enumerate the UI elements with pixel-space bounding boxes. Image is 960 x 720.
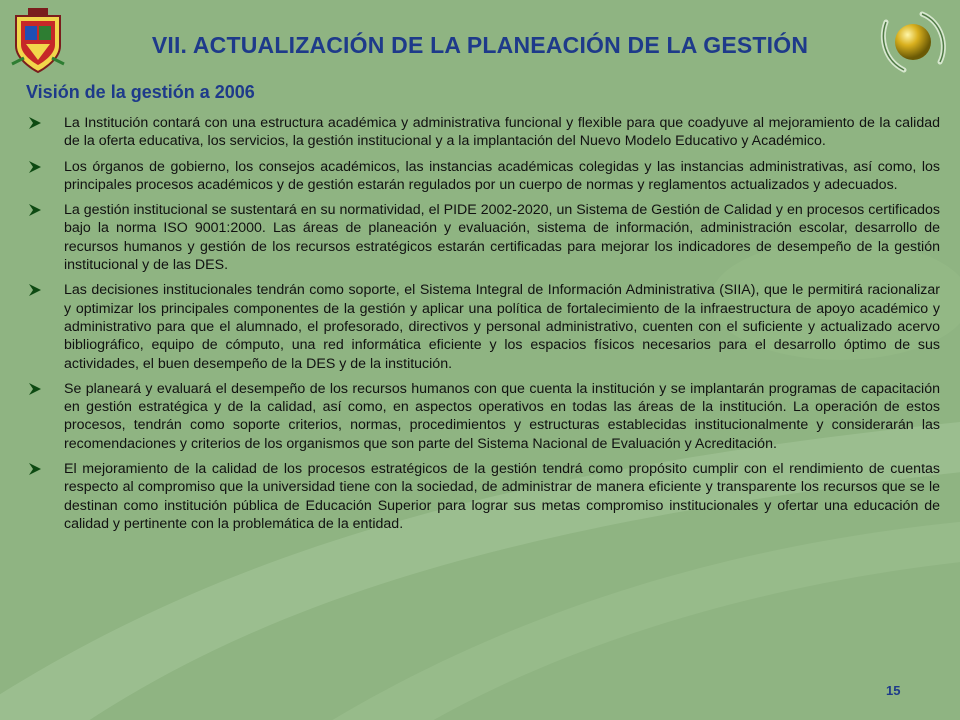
arrow-bullet-icon [28, 380, 64, 396]
bullet-item [28, 201, 940, 274]
bullet-item [28, 158, 940, 195]
bullet-text: Se planeará y evaluará el desempeño de los recursos humanos con que cuenta la institución y se implantarán programas de capacitación en gestión estratégica y de la calidad, así como, en aspectos operativos en todas las áreas de la institución. La operación de estos procesos, tendrán como soporte criterios, normas, procedimientos y estructuras establecidas institucionalmente y considerarán las recomendaciones y criterios de los organismos que son parte del Sistema Nacional de Evaluación y Acreditación. [64, 380, 940, 452]
page-title: VII. ACTUALIZACIÓN DE LA PLANEACIÓN DE LA GESTIÓN [151, 32, 809, 58]
arrow-bullet-icon [28, 281, 64, 297]
bullet-text: La Institución contará con una estructura académica y administrativa funcional y flexible para que coadyuve al mejoramiento de la calidad de la oferta educativa, los servicios, la gestión institucional y a la implantación del Nuevo Modelo Educativo y Académico. [64, 115, 940, 150]
bullet-item [28, 281, 940, 372]
arrow-bullet-icon [28, 114, 64, 130]
bullet-item [28, 460, 940, 533]
bullet-text: Las decisiones institucionales tendrán como soporte, el Sistema Integral de Información Administrativa (SIIA), que le permitirá racionalizar y optimizar los principales componentes de la gestión y aplicar una política de fortalecimiento de la infraestructura de apoyo académico y administrativo para que el alumnado, el profesorado, directivos y personal administrativo, cuenten con el suficiente y actualizado acervo bibliográfico, equipo de cómputo, una red informática eficiente y los espacios físicos necesarios para el desarrollo óptimo de sus actividades, el buen desempeño de la DES y de la institución. [64, 282, 940, 372]
arrow-bullet-icon [28, 460, 64, 476]
page-number: 15 [886, 683, 901, 698]
gold-sphere-icon [872, 4, 954, 82]
bullet-item [28, 114, 940, 151]
bullet-list [28, 114, 940, 540]
bullet-item [28, 380, 940, 453]
bullet-text: El mejoramiento de la calidad de los procesos estratégicos de la gestión tendrá como propósito cumplir con el rendimiento de cuentas respecto al compromiso que la universidad tiene con la sociedad, de administrar de manera eficiente y transparente los recursos que se le destinan como institución pública de Educación Superior para lograr sus metas compromiso institucionales y ofertar una educación de calidad y pertinente con la problemática de la entidad. [64, 461, 940, 532]
arrow-bullet-icon [28, 201, 64, 217]
university-crest-icon [10, 6, 66, 76]
section-subtitle: Visión de la gestión a 2006 [26, 82, 255, 102]
arrow-bullet-icon [28, 158, 64, 174]
bullet-text: Los órganos de gobierno, los consejos académicos, las instancias académicas colegidas y las instancias administrativas, así como, los principales procesos académicos y de gestión estarán regulados por un cuerpo de normas y reglamentos actualizados y adecuados. [64, 158, 940, 193]
bullet-text: La gestión institucional se sustentará en su normatividad, el PIDE 2002-2020, un Sistema de Gestión de Calidad y en procesos certificados bajo la norma ISO 9001:2000. Las áreas de planeación y evaluación, sistema de información, administración escolar, desarrollo de recursos humanos y gestión de los recursos estratégicos estarán certificadas para mejorar los indicadores de desempeño de la gestión institucional y de las DES. [64, 202, 940, 274]
